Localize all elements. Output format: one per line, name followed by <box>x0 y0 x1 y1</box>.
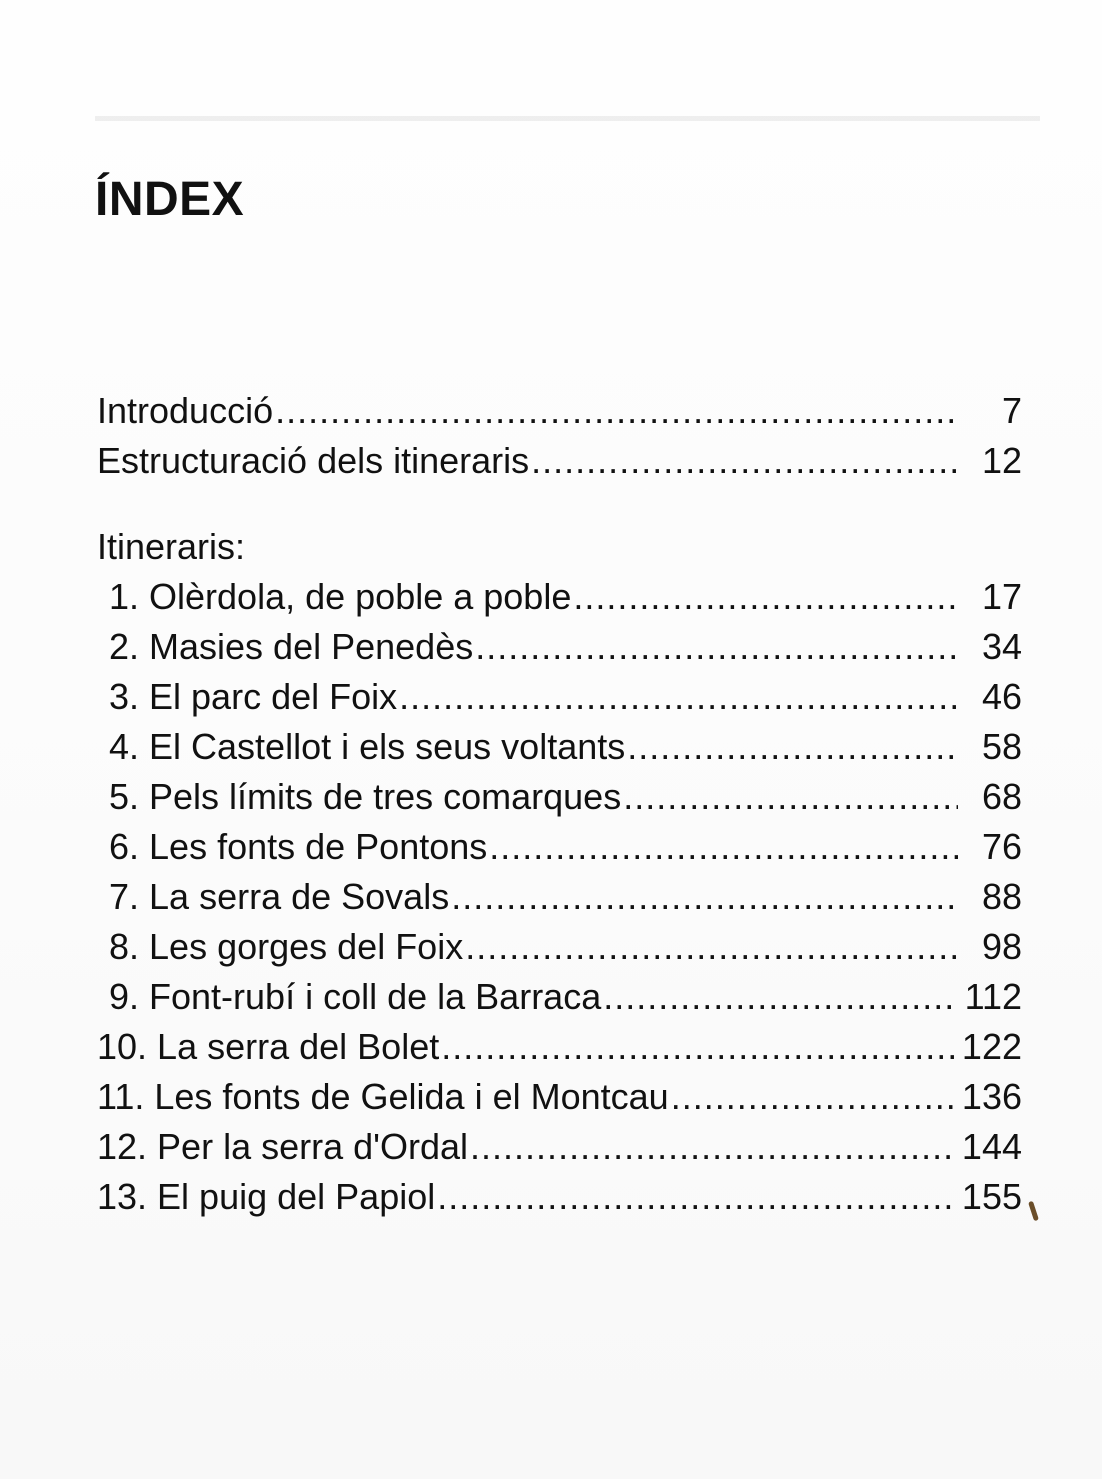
index-heading: ÍNDEX <box>95 173 245 226</box>
toc-entry-page: 98 <box>981 926 1022 967</box>
toc-entry-itinerary-13[interactable] <box>97 1176 1022 1226</box>
toc-entry-itinerary-2[interactable] <box>97 626 1022 676</box>
dot-leader <box>470 1126 956 1168</box>
toc-entry-itinerary-11[interactable] <box>97 1076 1022 1126</box>
toc-entry-page: 58 <box>981 726 1022 767</box>
toc-entry-itinerary-9[interactable] <box>97 976 1022 1026</box>
toc-entry-page: 7 <box>1001 390 1022 431</box>
toc-entry-title: Estructuració dels itineraris <box>97 440 530 481</box>
toc-entry-page: 155 <box>961 1176 1022 1217</box>
toc-entry-page: 144 <box>961 1126 1022 1167</box>
toc-entry-title: 10. La serra del Bolet <box>97 1026 440 1067</box>
toc-entry-itinerary-1[interactable] <box>97 576 1022 626</box>
toc-entry-page: 76 <box>981 826 1022 867</box>
dot-leader <box>489 826 958 868</box>
toc-entry-title: 11. Les fonts de Gelida i el Montcau <box>97 1076 669 1117</box>
section-gap <box>97 490 1022 526</box>
dot-leader <box>399 676 958 718</box>
toc-entry-page: 12 <box>981 440 1022 481</box>
dot-leader <box>275 390 958 432</box>
dot-leader <box>573 576 958 618</box>
dot-leader <box>475 626 958 668</box>
toc-entry-title: 1. Olèrdola, de poble a poble <box>109 576 572 617</box>
dot-leader <box>451 876 958 918</box>
toc-entry-page: 68 <box>981 776 1022 817</box>
toc-entry-itinerary-5[interactable] <box>97 776 1022 826</box>
toc-entry-itinerary-12[interactable] <box>97 1126 1022 1176</box>
toc-entry-estructuracio[interactable] <box>97 440 1022 490</box>
toc-entry-title: 3. El parc del Foix <box>109 676 398 717</box>
toc-entry-title: Introducció <box>97 390 274 431</box>
toc-entry-page: 136 <box>961 1076 1022 1117</box>
dot-leader <box>465 926 958 968</box>
toc-entry-itinerary-6[interactable] <box>97 826 1022 876</box>
toc-entry-title: 6. Les fonts de Pontons <box>109 826 488 867</box>
toc-entry-itinerary-7[interactable] <box>97 876 1022 926</box>
toc-entry-title: 7. La serra de Sovals <box>109 876 450 917</box>
toc-entry-page: 46 <box>981 676 1022 717</box>
toc-entry-title: 4. El Castellot i els seus voltants <box>109 726 626 767</box>
toc-entry-title: 9. Font-rubí i coll de la Barraca <box>109 976 602 1017</box>
toc-entry-introduccio[interactable] <box>97 390 1022 440</box>
toc-entry-page: 17 <box>981 576 1022 617</box>
toc-entry-page: 122 <box>961 1026 1022 1067</box>
toc-entry-title: 13. El puig del Papiol <box>97 1176 436 1217</box>
show-through-rule <box>95 116 1040 121</box>
toc-entry-itinerary-4[interactable] <box>97 726 1022 776</box>
toc-entry-title: 2. Masies del Penedès <box>109 626 474 667</box>
toc-entry-title: 5. Pels límits de tres comarques <box>109 776 622 817</box>
toc-entry-itinerary-8[interactable] <box>97 926 1022 976</box>
paper-speck <box>1028 1201 1039 1222</box>
itineraries-label: Itineraris: <box>97 526 246 567</box>
dot-leader <box>437 1176 956 1218</box>
dot-leader <box>531 440 958 482</box>
dot-leader <box>623 776 958 818</box>
toc-entry-page: 34 <box>981 626 1022 667</box>
dot-leader <box>603 976 958 1018</box>
toc-entry-itinerary-3[interactable] <box>97 676 1022 726</box>
toc-entry-title: 8. Les gorges del Foix <box>109 926 464 967</box>
toc-entry-itinerary-10[interactable] <box>97 1026 1022 1076</box>
table-of-contents <box>97 390 1022 1226</box>
toc-entry-page: 112 <box>964 976 1022 1017</box>
dot-leader <box>441 1026 956 1068</box>
dot-leader <box>627 726 958 768</box>
toc-entry-title: 12. Per la serra d'Ordal <box>97 1126 469 1167</box>
dot-leader <box>671 1076 956 1118</box>
toc-entry-page: 88 <box>981 876 1022 917</box>
